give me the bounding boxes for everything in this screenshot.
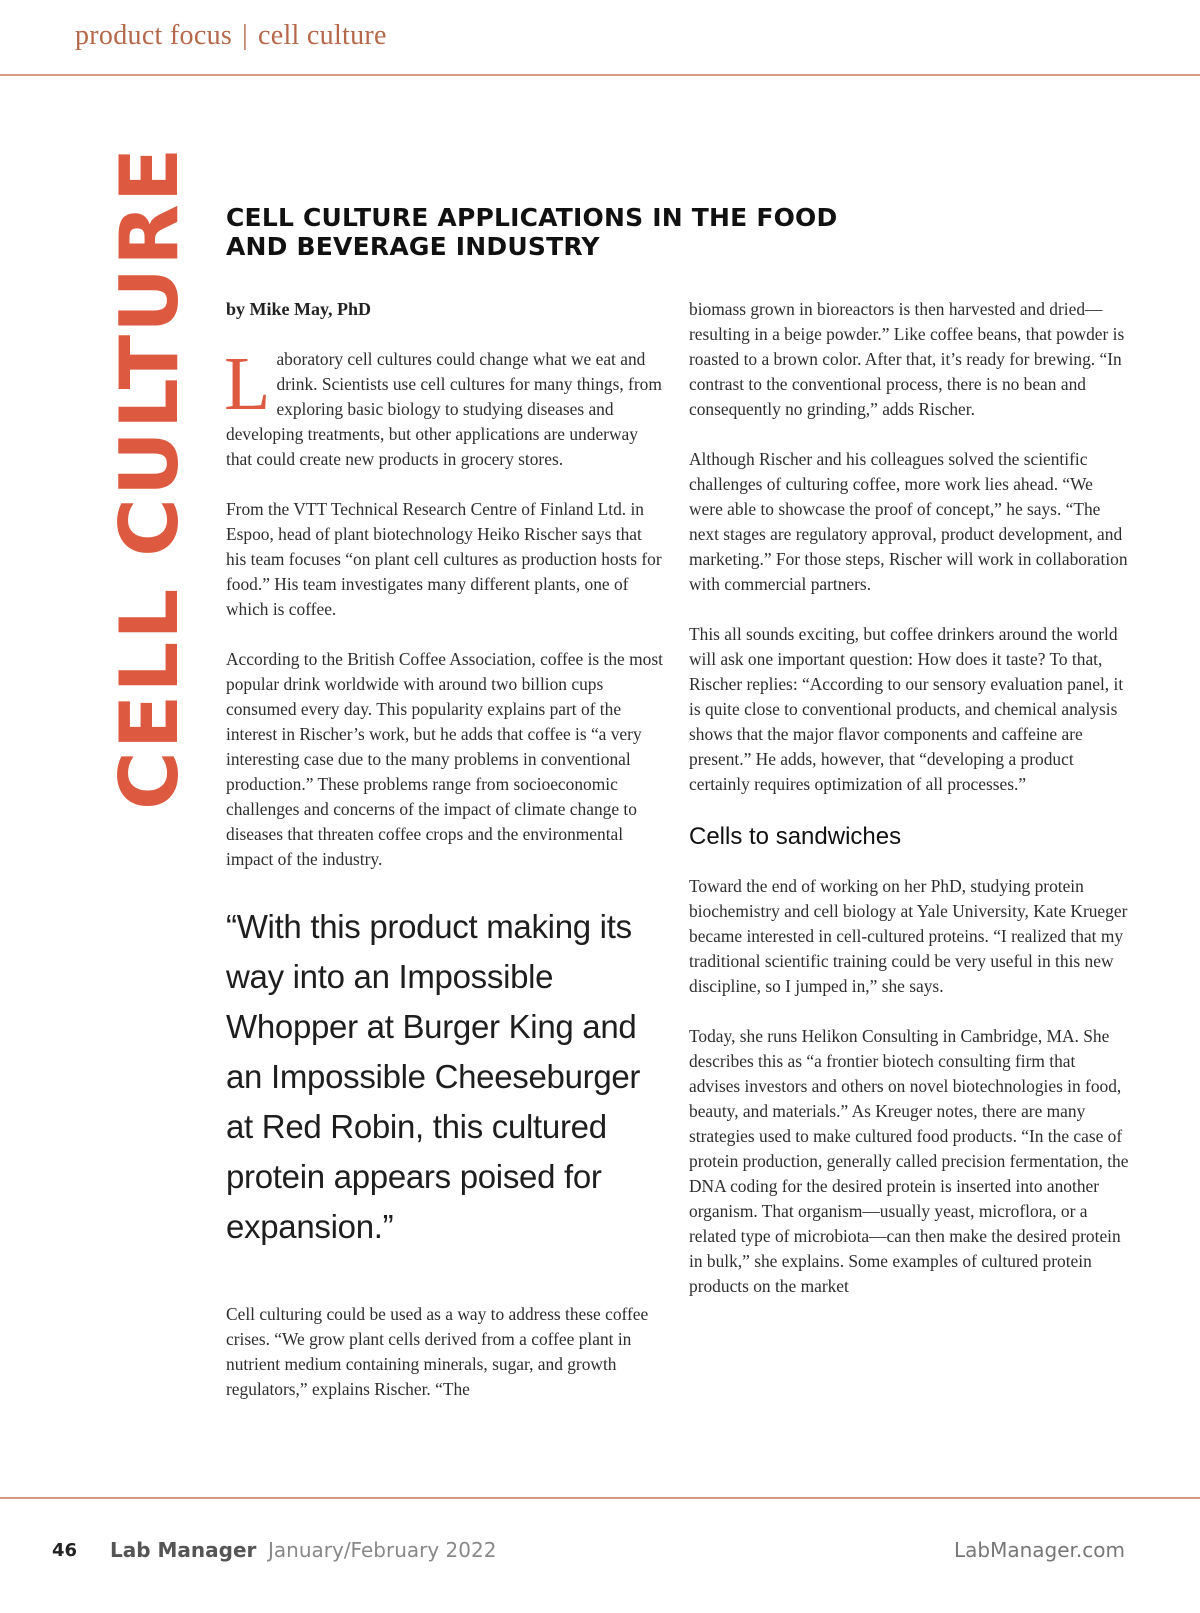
footer-rule <box>0 1497 1200 1499</box>
section-topic: cell culture <box>258 20 387 51</box>
article-title: CELL CULTURE APPLICATIONS IN THE FOOD AND BEVERAGE INDUSTRY <box>226 203 838 261</box>
website-link[interactable]: LabManager.com <box>954 1538 1125 1562</box>
kicker-separator: | <box>242 20 248 51</box>
issue-date: January/February 2022 <box>268 1538 497 1562</box>
vertical-section-label: CELL CULTURE <box>103 145 196 810</box>
section-kicker <box>75 20 387 52</box>
body-paragraph: biomass grown in bioreactors is then harvested and dried—resulting in a beige powder.” Like coffee beans, that powder is roasted to a brown color. After that, it’s ready for brewing. “In contrast to the conventional process, there is no bean and consequently no grinding,” adds Rischer. <box>689 299 1125 419</box>
intro-text: aboratory cell cultures could change what we eat and drink. Scientists use cell cultures for many things, from exploring basic biology to studying diseases and developing treatments, but other applications are underway that could create new products in grocery stores. <box>226 349 662 469</box>
section-name: product focus <box>75 20 233 51</box>
body-paragraph: Today, she runs Helikon Consulting in Cambridge, MA. She describes this as “a frontier biotech consulting firm that advises investors and others on novel biotechnologies in food, beauty, and materials.” As Kreuger notes, there are many strategies used to make cultured food products. “In the case of protein production, generally called precision fermentation, the DNA coding for the desired protein is inserted into another organism. That organism—usually yeast, microflora, or a related type of microbiota—can then make the desired protein in bulk,” she explains. Some examples of cultured protein products on the market <box>689 1026 1129 1296</box>
left-column <box>226 297 666 1427</box>
body-paragraph: Toward the end of working on her PhD, studying protein biochemistry and cell biology at Yale University, Kate Krueger became interested in cell-cultured proteins. “I realized that my traditional scientific training could be very useful in this new discipline, so I jumped in,” she says. <box>689 876 1128 996</box>
drop-cap: L <box>224 342 271 426</box>
header-rule <box>0 74 1200 76</box>
right-column <box>689 297 1129 1324</box>
section-subhead: Cells to sandwiches <box>689 823 902 850</box>
body-paragraph: According to the British Coffee Association, coffee is the most popular drink worldwide with around two billion cups consumed every day. This popularity explains part of the interest in Rischer’s work, but he adds that coffee is “a very interesting case due to the many problems in conventional production.” These problems range from socioeconomic challenges and concerns of the impact of climate change to diseases that threaten coffee crops and the environmental impact of the industry. <box>226 649 663 869</box>
intro-paragraph <box>224 342 666 472</box>
body-paragraph: Cell culturing could be used as a way to address these coffee crises. “We grow plant cells derived from a coffee plant in nutrient medium containing minerals, sugar, and growth regulators,” explains Rischer. “The <box>226 1304 649 1399</box>
magazine-brand: Lab Manager <box>110 1538 257 1562</box>
body-paragraph: Although Rischer and his colleagues solved the scientific challenges of culturing coffee, more work lies ahead. “We were able to showcase the proof of concept,” he says. “The next stages are regulatory approval, product development, and marketing.” For those steps, Rischer will work in collaboration with commercial partners. <box>689 449 1128 594</box>
body-paragraph: From the VTT Technical Research Centre of Finland Ltd. in Espoo, head of plant biotechnology Heiko Rischer says that his team focuses “on plant cell cultures as production hosts for food.” His team investigates many different plants, one of which is coffee. <box>226 499 662 619</box>
byline: by Mike May, PhD <box>226 299 372 319</box>
body-paragraph: This all sounds exciting, but coffee drinkers around the world will ask one important question: How does it taste? To that, Rischer replies: “According to our sensory evaluation panel, it is quite close to conventional products, and chemical analysis shows that the major flavor components and caffeine are present.” He adds, however, that “developing a product certainly requires optimization of all processes.” <box>689 624 1124 794</box>
page-number: 46 <box>52 1540 78 1561</box>
pull-quote: “With this product making its way into an Impossible Whopper at Burger King and an Impossible Cheeseburger at Red Robin, this cultured protein appears poised for expansion.” <box>226 908 641 1245</box>
